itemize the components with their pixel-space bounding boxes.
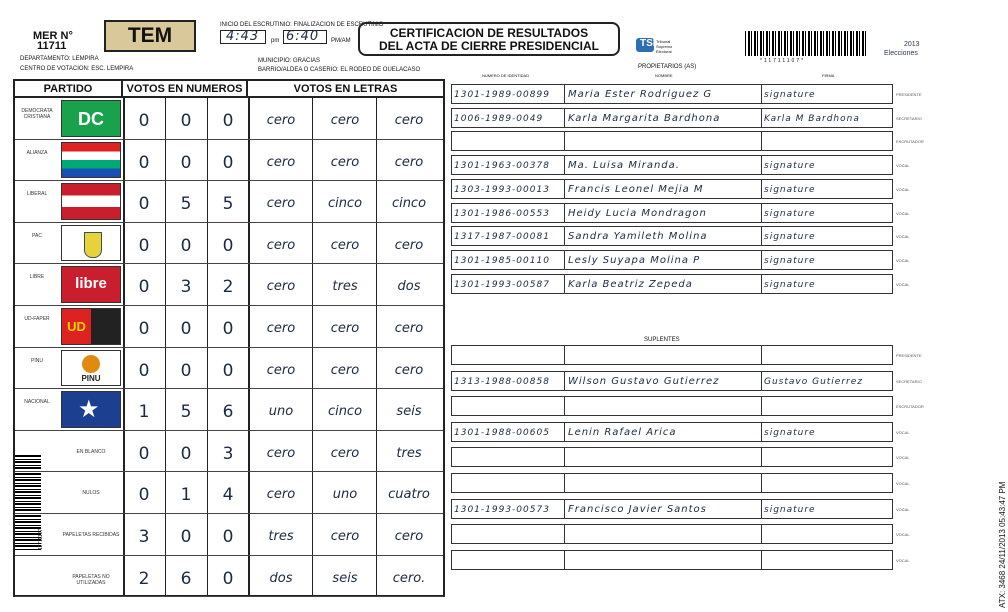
barrio: BARRIO/ALDEA O CASERIO: EL RODEO DE OUELACASO (258, 67, 421, 73)
vote-word: cero (266, 362, 296, 378)
vote-word: dos (269, 570, 293, 586)
vote-word: cero (330, 113, 360, 128)
official-id: 1301-1993-00587 (452, 275, 565, 293)
vote-digit: 0 (222, 111, 234, 131)
official-role: VOCAL (896, 186, 910, 192)
tse-logo (634, 36, 686, 56)
vote-word: tres (332, 279, 358, 295)
vote-digit: 6 (180, 568, 192, 589)
vote-word: cero (330, 154, 360, 170)
vote-word: cero (394, 362, 424, 378)
votes-table (13, 79, 445, 597)
official-signature (762, 346, 892, 364)
title-line-1: CERTIFICACION DE RESULTADOS (389, 26, 589, 40)
official-id (452, 397, 565, 415)
official-name: Wilson Gustavo Gutierrez (565, 372, 762, 390)
vote-digit: 0 (180, 152, 192, 173)
vote-digit: 0 (180, 235, 192, 256)
vote-digit: 0 (180, 111, 192, 131)
centro-votacion: CENTRO DE VOTACION: ESC. LEMPIRA (20, 66, 134, 72)
official-id (452, 132, 565, 150)
official-role: VOCAL (896, 481, 910, 486)
vote-digit: 5 (222, 194, 234, 215)
party-logo-text: UD (67, 319, 86, 334)
official-role: PRESIDENTE (896, 353, 922, 358)
official-role: VOCAL (896, 429, 910, 435)
official-signature (762, 397, 892, 415)
official-id (452, 551, 565, 569)
official-id: 1301-1986-00553 (452, 204, 565, 222)
official-row (451, 371, 893, 391)
vote-word: tres (268, 529, 294, 544)
official-role: ESCRUTADOR (896, 404, 924, 410)
official-id: 1313-1988-00858 (452, 372, 565, 390)
tse-logo-subtitle: Tribunal Supremo Electoral (656, 39, 673, 54)
mer-label: MER N° (33, 30, 73, 42)
official-row (451, 524, 893, 544)
vote-word: cero (330, 529, 360, 544)
party-logo (61, 183, 121, 220)
vote-digit: 0 (138, 485, 150, 506)
official-role: VOCAL (896, 210, 910, 216)
vote-digit: 1 (138, 402, 150, 423)
vote-digit: 6 (222, 402, 234, 423)
header-votos-numeros: VOTOS EN NUMEROS (123, 81, 248, 98)
official-row (451, 226, 893, 246)
party-row (15, 514, 443, 556)
vote-word: cero (266, 445, 296, 461)
vote-digit: 0 (222, 152, 234, 173)
pinu-emblem (82, 355, 100, 373)
official-name (565, 525, 762, 543)
official-role: VOCAL (896, 532, 910, 538)
official-id: 1301-1988-00605 (452, 423, 565, 441)
official-id: 1301-1989-00899 (452, 85, 565, 103)
vote-word: cinco (327, 196, 363, 212)
vote-digit: 2 (222, 277, 234, 298)
official-name: Francis Leonel Mejia M (565, 180, 762, 198)
vote-digit: 0 (222, 235, 234, 256)
vote-digit: 0 (222, 527, 234, 547)
party-name: DEMOCRATA CRISTIANA (21, 108, 53, 120)
party-row (15, 556, 443, 598)
official-id: 1301-1985-00110 (452, 251, 565, 269)
vote-digit: 3 (222, 443, 234, 464)
official-signature (762, 448, 892, 466)
vertical-barcode-number: 11711107 (38, 528, 44, 550)
escrutinio-label: INICIO DEL ESCRUTINIO: FINALIZACION DE ESCRUTINIO (220, 22, 384, 28)
official-role: PRESIDENTE (896, 92, 922, 97)
vote-word: cinco (327, 404, 363, 420)
vote-digit: 0 (138, 360, 150, 381)
elecciones-text: Elecciones (884, 50, 918, 57)
official-signature (762, 551, 892, 569)
official-row (451, 250, 893, 270)
party-logo-text: PINU (81, 373, 101, 383)
official-role: VOCAL (896, 281, 910, 287)
end-time: 6:40 (286, 29, 320, 44)
official-role: VOCAL (896, 455, 910, 461)
party-row (15, 431, 443, 473)
vote-digit: 2 (138, 568, 150, 589)
official-id: 1317-1987-00081 (452, 227, 565, 245)
party-row (15, 181, 443, 223)
party-logo-text: libre (75, 275, 107, 293)
party-row (15, 98, 443, 140)
pm-label-1: pm (271, 38, 280, 44)
vote-digit: 3 (138, 527, 150, 547)
vote-word: seis (396, 404, 422, 420)
official-row (451, 473, 893, 493)
vote-word: cero (266, 113, 296, 128)
official-signature: Gustavo Gutierrez (764, 376, 864, 387)
vote-word: cinco (391, 196, 427, 212)
party-name: PAPELETAS NO UTILIZADAS (72, 573, 110, 586)
vote-word: cero (394, 154, 424, 170)
document-title (358, 22, 620, 56)
official-row (451, 84, 893, 104)
official-signature (762, 132, 892, 150)
official-signature (762, 525, 892, 543)
official-name (565, 397, 762, 415)
header-votos-letras: VOTOS EN LETRAS (248, 81, 443, 98)
elecciones-year: 2013 (904, 41, 920, 48)
official-name (565, 132, 762, 150)
departamento: DEPARTAMENTO: LEMPIRA (20, 56, 99, 62)
official-signature: signature (764, 232, 816, 243)
party-name: ALIANZA (26, 149, 48, 156)
vote-word: tres (396, 445, 422, 461)
vote-digit: 5 (180, 402, 192, 423)
party-name: LIBRE (29, 274, 45, 281)
official-name: Lesly Suyapa Molina P (565, 251, 762, 269)
vote-word: cero (330, 445, 360, 461)
vote-digit: 0 (138, 277, 150, 298)
official-signature (762, 474, 892, 492)
official-signature: signature (764, 208, 816, 219)
vote-word: cero (266, 196, 296, 212)
official-id (452, 474, 565, 492)
party-row (15, 264, 443, 306)
official-signature: signature (764, 90, 816, 100)
official-row (451, 499, 893, 519)
party-logo (61, 350, 121, 387)
official-row (451, 422, 893, 442)
vote-word: dos (397, 279, 421, 295)
vote-digit: 0 (138, 111, 150, 131)
pac-emblem (84, 232, 102, 258)
vote-digit: 0 (222, 360, 234, 381)
party-logo (61, 225, 121, 262)
vote-digit: 4 (222, 485, 234, 506)
official-row (451, 396, 893, 416)
official-id: 1301-1963-00378 (452, 156, 565, 174)
municipio: MUNICIPIO: GRACIAS (258, 58, 321, 64)
official-row (451, 447, 893, 467)
vote-word: cero (266, 279, 296, 295)
official-role: SECRETARIO (896, 378, 922, 384)
vote-word: cero (266, 321, 296, 336)
top-barcode (745, 31, 867, 56)
vote-digit: 0 (138, 152, 150, 173)
official-row (451, 345, 893, 365)
party-row (15, 472, 443, 514)
official-signature: signature (764, 427, 816, 438)
vote-digit: 0 (222, 568, 234, 589)
official-row (451, 274, 893, 294)
official-name (565, 474, 762, 492)
official-role: VOCAL (896, 506, 910, 512)
vote-word: cero. (392, 570, 426, 586)
vote-word: cero (330, 321, 360, 336)
official-role: SECRETARIO (896, 115, 922, 121)
nombre-label: NOMBRE (655, 73, 673, 78)
vote-word: cero (330, 362, 360, 378)
vote-digit: 0 (180, 319, 192, 339)
official-id (452, 346, 565, 364)
party-logo (61, 100, 121, 137)
official-row (451, 179, 893, 199)
party-name: EN BLANCO (76, 448, 106, 455)
official-row (451, 155, 893, 175)
official-role: VOCAL (896, 257, 910, 263)
official-row (451, 203, 893, 223)
official-signature: signature (764, 504, 816, 515)
official-id: 1303-1993-00013 (452, 180, 565, 198)
vote-digit: 0 (180, 527, 192, 547)
vote-word: cero (266, 237, 296, 253)
vote-word: seis (332, 570, 358, 586)
party-logo-text: DC (78, 109, 104, 129)
official-name (565, 346, 762, 364)
official-id (452, 525, 565, 543)
title-line-2: DEL ACTA DE CIERRE PRESIDENCIAL (378, 39, 600, 53)
start-time: 4:43 (226, 29, 260, 44)
mer-number: 11711 (37, 40, 67, 52)
vote-digit: 5 (180, 194, 192, 215)
official-name: Ma. Luisa Miranda. (565, 156, 762, 174)
official-name: Maria Ester Rodriguez G (565, 85, 762, 103)
official-id (452, 448, 565, 466)
official-name: Francisco Javier Santos (565, 500, 762, 518)
official-signature: signature (764, 279, 816, 290)
vote-digit: 0 (222, 319, 234, 339)
vote-digit: 0 (180, 443, 192, 464)
official-id: 1006-1989-0049 (452, 109, 565, 127)
official-row (451, 131, 893, 151)
party-name: LIBERAL (26, 191, 48, 198)
tem-badge: TEM (104, 20, 196, 52)
vote-word: cuatro (388, 487, 430, 503)
party-row (15, 389, 443, 431)
vote-word: cero (266, 487, 296, 503)
party-name: UD-FAPER (24, 316, 50, 322)
party-logo (61, 308, 121, 345)
party-name: NULOS (82, 490, 100, 497)
party-name: NACIONAL (24, 399, 50, 406)
vote-digit: 3 (180, 277, 192, 298)
firma-label: FIRMA (822, 73, 835, 78)
vote-digit: 0 (138, 194, 150, 215)
party-name: PAC (32, 232, 42, 239)
party-name: PAPELETAS RECIBIDAS (62, 532, 120, 538)
propietarios-label: PROPIETARIOS (AS) (638, 64, 697, 70)
official-name: Heidy Lucia Mondragon (565, 204, 762, 222)
top-barcode-number: *11711107* (760, 58, 806, 64)
official-signature: signature (764, 184, 816, 195)
official-signature: signature (764, 255, 816, 266)
official-name (565, 448, 762, 466)
official-name: Karla Beatriz Zepeda (565, 275, 762, 293)
official-role: ESCRUTADOR (896, 139, 924, 145)
vote-word: cero (394, 113, 424, 128)
pm-label-2: PM/AM (331, 38, 351, 44)
official-signature: signature (764, 161, 816, 172)
vote-digit: 0 (180, 360, 192, 381)
vote-digit: 0 (138, 443, 150, 464)
vote-digit: 1 (180, 485, 192, 506)
official-row (451, 108, 893, 128)
official-role: VOCAL (896, 557, 910, 563)
vote-word: cero (266, 154, 296, 170)
nacional-star-icon: ★ (78, 396, 100, 424)
official-id: 1301-1993-00573 (452, 500, 565, 518)
official-role: VOCAL (896, 163, 910, 169)
official-name: Sandra Yamileth Molina (565, 227, 762, 245)
vote-word: cero (394, 237, 424, 253)
party-row (15, 223, 443, 265)
official-name: Karla Margarita Bardhona (565, 109, 762, 127)
official-role: VOCAL (896, 234, 910, 240)
vote-digit: 0 (138, 235, 150, 256)
official-signature: Karla M Bardhona (764, 113, 860, 124)
party-name: PINU (31, 357, 43, 364)
official-name (565, 551, 762, 569)
tse-logo-text: TSE (640, 38, 660, 49)
vote-word: cero (394, 321, 424, 336)
party-logo (61, 142, 121, 179)
header-partido: PARTIDO (15, 81, 123, 98)
party-row (15, 140, 443, 182)
official-name: Lenin Rafael Arica (565, 423, 762, 441)
vote-word: uno (332, 487, 358, 503)
vote-word: cero (330, 237, 360, 253)
party-row (15, 348, 443, 390)
party-logo (61, 391, 121, 428)
vote-word: cero (394, 529, 424, 544)
party-logo (61, 266, 121, 303)
party-row (15, 306, 443, 348)
side-stamp: ATX: 3468 24/11/2013 05:43:47 PM (998, 481, 1007, 608)
vote-digit: 0 (138, 319, 150, 339)
vote-word: uno (268, 404, 294, 420)
suplentes-label: SUPLENTES (644, 337, 680, 343)
official-row (451, 550, 893, 570)
numero-id-label: NUMERO DE IDENTIDAD (482, 73, 530, 78)
